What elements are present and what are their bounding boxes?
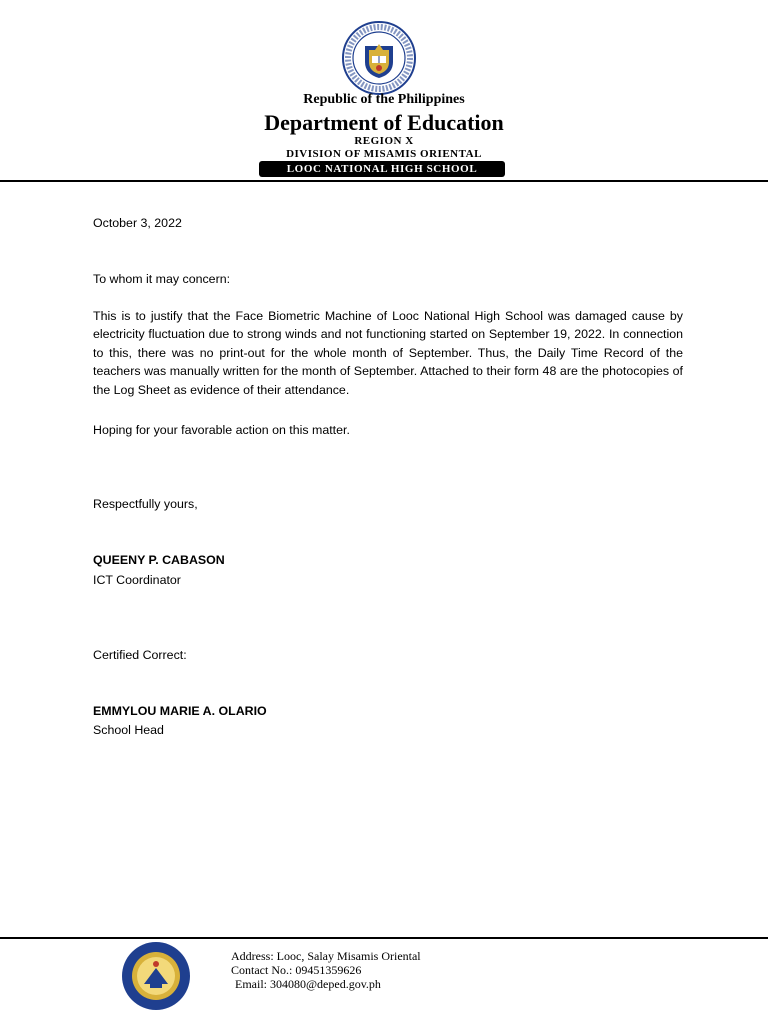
signatory-name: QUEENY P. CABASON <box>93 553 225 567</box>
footer-email: Email: 304080@deped.gov.ph <box>235 977 381 991</box>
complimentary-close: Respectfully yours, <box>93 497 198 511</box>
school-logo-icon <box>120 940 192 1012</box>
region-label: REGION X <box>354 135 414 147</box>
division-label: DIVISION OF MISAMIS ORIENTAL <box>286 148 482 160</box>
school-head-position: School Head <box>93 723 164 737</box>
signatory-position: ICT Coordinator <box>93 573 181 587</box>
department-title: Department of Education <box>264 110 504 135</box>
footer-divider <box>0 937 768 939</box>
salutation: To whom it may concern: <box>93 272 231 286</box>
certified-label: Certified Correct: <box>93 648 187 662</box>
header-divider <box>0 180 768 182</box>
footer-contact: Contact No.: 09451359626 <box>231 963 362 977</box>
deped-seal-icon <box>341 20 417 96</box>
closing-line: Hoping for your favorable action on this matter. <box>93 423 350 437</box>
school-name-band: LOOC NATIONAL HIGH SCHOOL <box>259 161 505 177</box>
letter-date: October 3, 2022 <box>93 216 182 230</box>
footer-address: Address: Looc, Salay Misamis Oriental <box>231 949 421 963</box>
letter-body: This is to justify that the Face Biometric Machine of Looc National High School was damaged cause by electricity fluctuation due to strong winds and not functioning started on September 19, 2022. In connection to this, there was no print-out for the whole month of September. Thus, the Daily Time Record of the teachers was manually written for the month of September. Attached to their form 48 are the photocopies of the Log Sheet as evidence of their attendance. <box>93 309 683 397</box>
republic-heading: Republic of the Philippines <box>303 92 465 107</box>
school-head-name: EMMYLOU MARIE A. OLARIO <box>93 704 267 718</box>
